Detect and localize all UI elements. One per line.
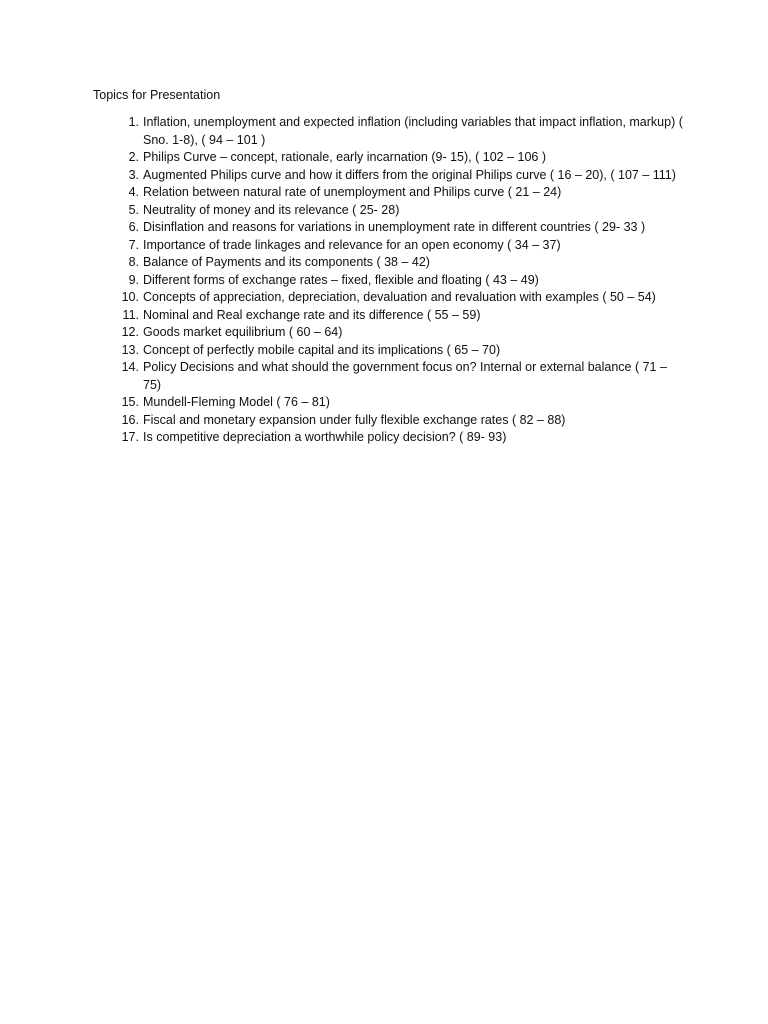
topic-text: Goods market equilibrium ( 60 – 64) bbox=[143, 325, 343, 339]
topic-number bbox=[93, 167, 139, 185]
topic-text: Fiscal and monetary expansion under fully flexible exchange rates ( 82 – 88) bbox=[143, 412, 566, 427]
topic-item bbox=[93, 167, 683, 185]
topic-number-label: 13. bbox=[121, 342, 139, 357]
topic-number bbox=[93, 394, 139, 412]
topic-text: Neutrality of money and its relevance ( 25- 28) bbox=[143, 202, 400, 217]
topic-number-label: 16. bbox=[121, 412, 139, 427]
topic-number bbox=[93, 114, 139, 149]
topic-number-label: 10. bbox=[121, 290, 139, 304]
topic-text: Augmented Philips curve and how it differs from the original Philips curve ( 16 – 20), ( 107 – 111) bbox=[143, 167, 676, 182]
topic-item bbox=[93, 149, 683, 167]
topic-item bbox=[93, 394, 683, 412]
topic-number bbox=[93, 429, 139, 447]
topic-text: Nominal and Real exchange rate and its difference ( 55 – 59) bbox=[143, 307, 481, 322]
topic-number bbox=[93, 219, 139, 237]
topic-text: Is competitive depreciation a worthwhile policy decision? ( 89- 93) bbox=[143, 430, 507, 444]
topic-number bbox=[93, 289, 139, 307]
topic-text: Philips Curve – concept, rationale, early incarnation (9- 15), ( 102 – 106 ) bbox=[143, 150, 546, 164]
topic-item bbox=[93, 324, 683, 342]
topic-text: Different forms of exchange rates – fixed, flexible and floating ( 43 – 49) bbox=[143, 272, 539, 287]
topic-number bbox=[93, 149, 139, 167]
topic-number-label: 3. bbox=[128, 167, 139, 182]
topic-number-label: 6. bbox=[128, 220, 139, 234]
topic-number-label: 9. bbox=[128, 272, 139, 287]
topic-number-label: 2. bbox=[128, 150, 139, 164]
topic-number-label: 14. bbox=[121, 360, 139, 374]
topic-text: Concept of perfectly mobile capital and its implications ( 65 – 70) bbox=[143, 342, 501, 357]
topic-list bbox=[93, 114, 683, 447]
topic-text: Relation between natural rate of unemployment and Philips curve ( 21 – 24) bbox=[143, 185, 562, 199]
topic-item bbox=[93, 254, 683, 272]
topic-number-label: 15. bbox=[121, 395, 139, 409]
topic-item bbox=[93, 202, 683, 220]
topic-item bbox=[93, 289, 683, 307]
topic-number-label: 11. bbox=[122, 307, 139, 322]
topic-text: Balance of Payments and its components ( 38 – 42) bbox=[143, 255, 430, 269]
topic-item bbox=[93, 429, 683, 447]
topic-number-label: 1. bbox=[128, 115, 139, 129]
topic-item bbox=[93, 342, 683, 360]
topic-number-label: 4. bbox=[128, 185, 139, 199]
topic-number bbox=[93, 412, 139, 430]
topic-number-label: 5. bbox=[128, 202, 139, 217]
topic-number bbox=[93, 254, 139, 272]
topic-text: Inflation, unemployment and expected inflation (including variables that impact inflation, markup) ( Sno. 1-8), ( 94 – 101 ) bbox=[143, 115, 683, 147]
topic-number-label: 17. bbox=[121, 430, 139, 444]
topic-item bbox=[93, 272, 683, 290]
topic-number bbox=[93, 202, 139, 220]
topic-number-label: 12. bbox=[121, 325, 139, 339]
topic-item bbox=[93, 114, 683, 149]
topic-number bbox=[93, 307, 139, 325]
topic-text: Concepts of appreciation, depreciation, devaluation and revaluation with examples ( 50 – 54) bbox=[143, 290, 656, 304]
topic-item bbox=[93, 219, 683, 237]
topic-text: Mundell-Fleming Model ( 76 – 81) bbox=[143, 395, 330, 409]
topic-number-label: 7. bbox=[128, 237, 139, 252]
topic-item bbox=[93, 307, 683, 325]
document-title: Topics for Presentation bbox=[93, 88, 221, 102]
topic-number bbox=[93, 342, 139, 360]
topic-number bbox=[93, 272, 139, 290]
topic-item bbox=[93, 359, 683, 394]
topic-text: Disinflation and reasons for variations in unemployment rate in different countries ( 29- 33 ) bbox=[143, 220, 646, 234]
topic-item bbox=[93, 237, 683, 255]
topic-number bbox=[93, 324, 139, 342]
topic-number bbox=[93, 359, 139, 394]
topic-number bbox=[93, 237, 139, 255]
topic-item bbox=[93, 184, 683, 202]
topic-item bbox=[93, 412, 683, 430]
topic-text: Policy Decisions and what should the government focus on? Internal or external balance ( 71 – 75) bbox=[143, 360, 667, 392]
topic-text: Importance of trade linkages and relevance for an open economy ( 34 – 37) bbox=[143, 237, 561, 252]
topic-number bbox=[93, 184, 139, 202]
topic-number-label: 8. bbox=[128, 255, 139, 269]
